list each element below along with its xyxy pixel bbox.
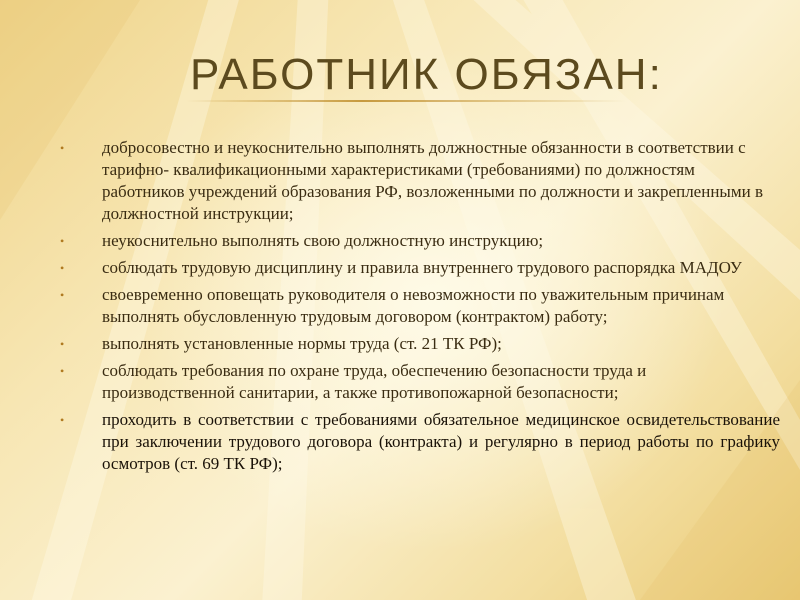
bullet-icon: • — [60, 234, 65, 248]
list-item-text: неукоснительно выполнять свою должностную инструкцию; — [102, 231, 544, 250]
list-item — [60, 230, 780, 252]
bullet-icon: • — [60, 261, 65, 275]
list-item-text: своевременно оповещать руководителя о невозможности по уважительным причинам выполнять обусловленную трудовым договором (контрактом) работу; — [102, 285, 725, 326]
list-item-text: соблюдать требования по охране труда, обеспечению безопасности труда и производственной санитарии, а также противопожарной безопасности; — [102, 361, 647, 402]
list-item — [60, 137, 780, 225]
list-item — [60, 257, 780, 279]
list-item — [60, 409, 780, 475]
bullet-icon: • — [60, 288, 65, 302]
bullet-icon: • — [60, 364, 65, 378]
list-item-text: добросовестно и неукоснительно выполнять должностные обязанности в соответствии с тарифно- квалификационными характеристиками (требованиями) по должностям работников учреждений образования РФ, возложенными по должности и закрепленными в должностной инструкции; — [102, 138, 763, 223]
bullet-icon: • — [60, 141, 65, 155]
list-item — [60, 333, 780, 355]
title-underline-decoration — [186, 100, 626, 102]
list-item-text: соблюдать трудовую дисциплину и правила внутреннего трудового распорядка МАДОУ — [102, 258, 742, 277]
list-item — [60, 284, 780, 328]
list-item — [60, 360, 780, 404]
slide-content — [60, 137, 780, 480]
obligations-list — [60, 137, 780, 475]
list-item-text: выполнять установленные нормы труда (ст. 21 ТК РФ); — [102, 334, 502, 353]
slide-title: РАБОТНИК ОБЯЗАН: — [190, 50, 663, 99]
list-item-text: проходить в соответствии с требованиями обязательное медицинское освидетельствование при заключении трудового договора (контракта) и регулярно в период работы по графику осмотров (ст. 69 ТК РФ); — [102, 410, 780, 473]
bullet-icon: • — [60, 413, 65, 427]
bullet-icon: • — [60, 337, 65, 351]
